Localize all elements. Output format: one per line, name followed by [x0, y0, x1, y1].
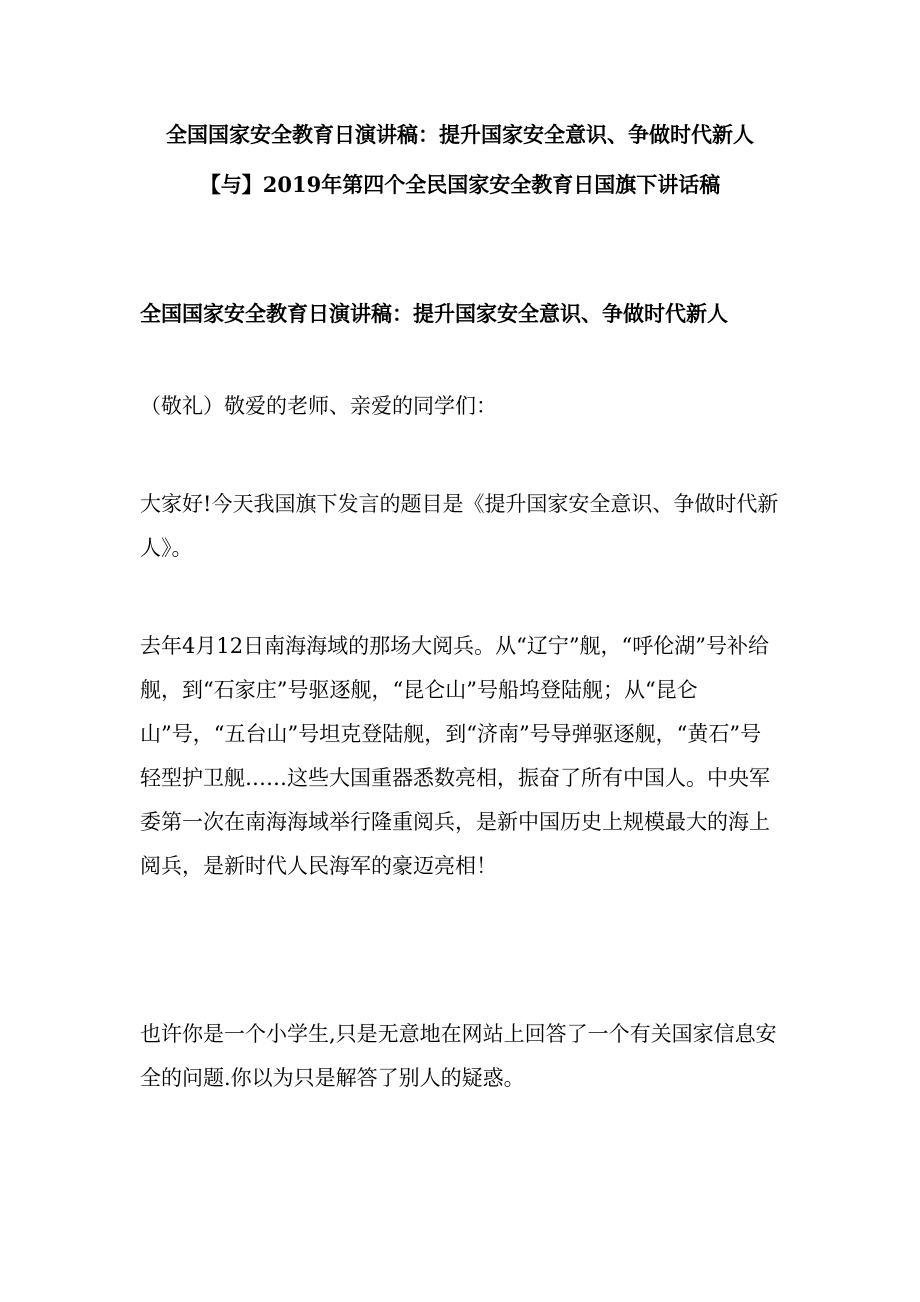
- section-heading: 全国国家安全教育日演讲稿：提升国家安全意识、争做时代新人: [140, 301, 728, 326]
- paragraph-greeting: （敬礼）敬爱的老师、亲爱的同学们：: [140, 394, 497, 418]
- paragraph-info-security: 也许你是一个小学生,只是无意地在网站上回答了一个有关国家信息安全的问题.你以为只是解答了别人的疑惑。: [140, 1022, 777, 1090]
- paragraph-naval-review: 去年4月12日南海海域的那场大阅兵。从“辽宁”舰，“呼伦湖”号补给舰，到“石家庄”号驱逐舰，“昆仑山”号船坞登陆舰；从“昆仑山”号，“五台山”号坦克登陆舰，到“济南”号导弹驱逐舰，“黄石”号轻型护卫舰……这些大国重器悉数亮相，振奋了所有中国人。中央军委第一次在南海海域举行隆重阅兵，是新中国历史上规模最大的海上阅兵，是新时代人民海军的豪迈亮相！: [140, 634, 770, 878]
- document-title-line-1: 全国国家安全教育日演讲稿：提升国家安全意识、争做时代新人: [166, 122, 754, 147]
- document-title-line-2: 【与】2019年第四个全民国家安全教育日国旗下讲话稿: [199, 172, 721, 197]
- paragraph-intro: 大家好!今天我国旗下发言的题目是《提升国家安全意识、争做时代新人》。: [140, 492, 779, 560]
